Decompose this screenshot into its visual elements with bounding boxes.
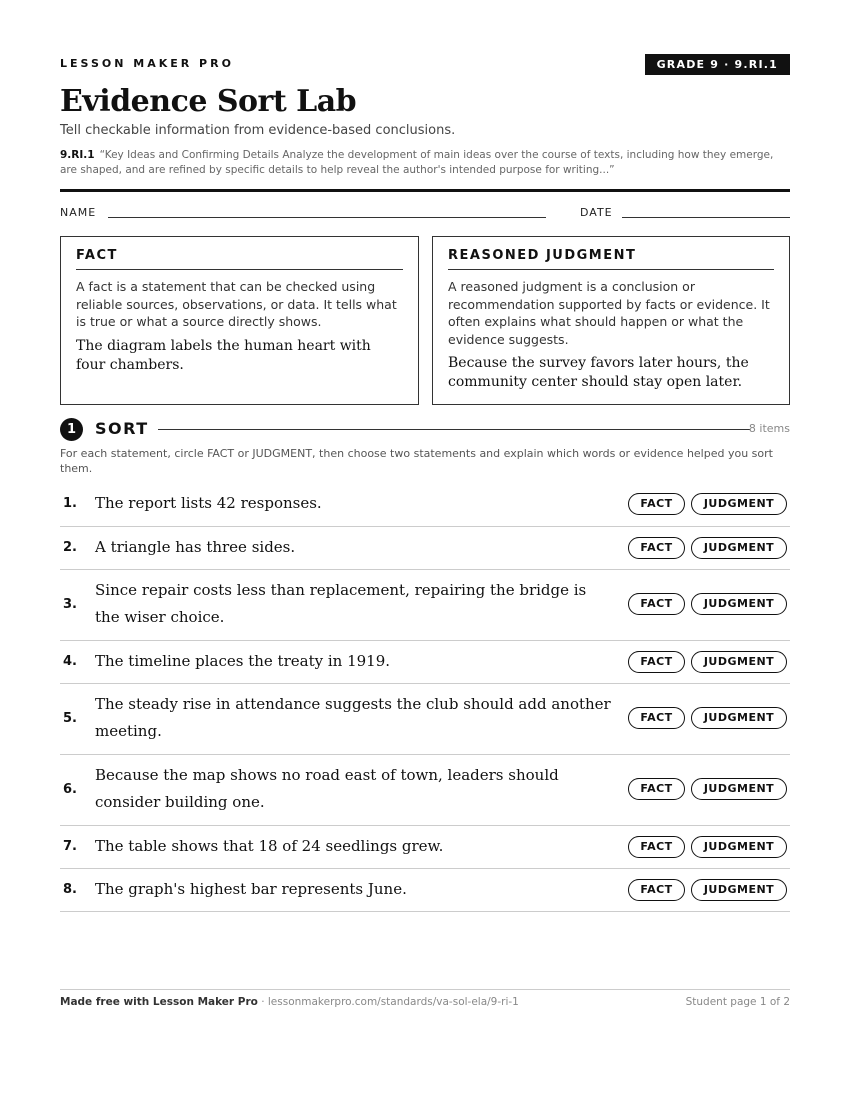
sort-instructions: For each statement, circle FACT or JUDGMENT, then choose two statements and explain which words or evidence helped you sort them. xyxy=(60,447,773,475)
judgment-example: Because the survey favors later hours, the community center should stay open later. xyxy=(448,355,749,390)
judgment-definition-box xyxy=(432,236,790,405)
fact-choice[interactable]: FACT xyxy=(628,593,685,615)
statement-row xyxy=(60,570,790,641)
answer-choices xyxy=(628,879,787,901)
answer-choices xyxy=(628,593,787,615)
fact-choice[interactable]: FACT xyxy=(628,836,685,858)
judgment-choice[interactable]: JUDGMENT xyxy=(691,707,787,729)
judgment-heading: REASONED JUDGMENT xyxy=(448,248,774,270)
section-title: SORT xyxy=(95,419,149,438)
fact-definition-box xyxy=(60,236,419,405)
statement-row xyxy=(60,641,790,684)
statement-text: The timeline places the treaty in 1919. xyxy=(95,652,391,670)
judgment-definition: A reasoned judgment is a conclusion or recommendation supported by facts or evidence. It often explains what should happen or what the evidence suggests. xyxy=(448,279,770,347)
fact-example: The diagram labels the human heart with four chambers. xyxy=(76,337,371,373)
statement-number: 3. xyxy=(63,597,77,612)
footer-url: · lessonmakerpro.com/standards/va-sol-ela/9-ri-1 xyxy=(257,996,519,1008)
footer-divider xyxy=(60,989,790,990)
statement-number: 5. xyxy=(63,711,77,726)
footer-credit xyxy=(60,996,519,1008)
statement-list xyxy=(60,483,790,912)
date-field[interactable] xyxy=(622,217,790,218)
statement-number: 1. xyxy=(63,496,77,511)
statement-row xyxy=(60,826,790,869)
statement-row xyxy=(60,527,790,570)
statement-row xyxy=(60,483,790,527)
statement-text: The steady rise in attendance suggests the club should add another meeting. xyxy=(95,695,611,740)
standard-code: 9.RI.1 xyxy=(60,149,95,161)
statement-row xyxy=(60,869,790,912)
statement-number: 6. xyxy=(63,782,77,797)
judgment-choice[interactable]: JUDGMENT xyxy=(691,879,787,901)
statement-number: 4. xyxy=(63,654,77,669)
section-divider xyxy=(158,429,750,430)
header-divider xyxy=(60,189,790,192)
statement-text: The report lists 42 responses. xyxy=(95,494,322,512)
judgment-choice[interactable]: JUDGMENT xyxy=(691,537,787,559)
statement-number: 2. xyxy=(63,540,77,555)
section-number-badge: 1 xyxy=(60,418,83,441)
fact-choice[interactable]: FACT xyxy=(628,537,685,559)
answer-choices xyxy=(628,493,787,515)
footer-made-with: Made free with Lesson Maker Pro xyxy=(60,996,258,1008)
answer-choices xyxy=(628,778,787,800)
fact-choice[interactable]: FACT xyxy=(628,778,685,800)
answer-choices xyxy=(628,537,787,559)
answer-choices xyxy=(628,707,787,729)
name-date-row xyxy=(60,206,790,226)
statement-text: Because the map shows no road east of town, leaders should consider building one. xyxy=(95,766,559,811)
standard-text: “Key Ideas and Confirming Details Analyze the development of main ideas over the course of texts, including how they emerge, are shaped, and are refined by specific details to help reveal the author's intended purpose for writing...” xyxy=(60,149,774,176)
fact-choice[interactable]: FACT xyxy=(628,651,685,673)
grade-badge: GRADE 9 · 9.RI.1 xyxy=(645,54,790,75)
date-label: DATE xyxy=(580,206,613,219)
fact-choice[interactable]: FACT xyxy=(628,879,685,901)
fact-heading: FACT xyxy=(76,248,403,270)
standard-description xyxy=(60,148,790,178)
statement-row xyxy=(60,684,790,755)
judgment-choice[interactable]: JUDGMENT xyxy=(691,593,787,615)
footer-page-number: Student page 1 of 2 xyxy=(685,996,790,1008)
brand-name: LESSON MAKER PRO xyxy=(60,57,234,70)
statement-text: Since repair costs less than replacement, repairing the bridge is the wiser choice. xyxy=(95,581,587,626)
statement-number: 7. xyxy=(63,839,77,854)
statement-row xyxy=(60,755,790,826)
answer-choices xyxy=(628,651,787,673)
statement-number: 8. xyxy=(63,882,77,897)
page-title: Evidence Sort Lab xyxy=(60,84,357,119)
fact-choice[interactable]: FACT xyxy=(628,707,685,729)
fact-choice[interactable]: FACT xyxy=(628,493,685,515)
name-label: NAME xyxy=(60,206,97,219)
page-subtitle: Tell checkable information from evidence-based conclusions. xyxy=(60,123,456,138)
statement-text: The graph's highest bar represents June. xyxy=(95,880,407,898)
answer-choices xyxy=(628,836,787,858)
item-count: 8 items xyxy=(748,422,790,435)
judgment-choice[interactable]: JUDGMENT xyxy=(691,836,787,858)
statement-text: A triangle has three sides. xyxy=(95,538,296,556)
judgment-choice[interactable]: JUDGMENT xyxy=(691,651,787,673)
judgment-choice[interactable]: JUDGMENT xyxy=(691,493,787,515)
statement-text: The table shows that 18 of 24 seedlings grew. xyxy=(95,837,444,855)
judgment-choice[interactable]: JUDGMENT xyxy=(691,778,787,800)
sort-section-header xyxy=(60,417,790,441)
name-field[interactable] xyxy=(108,217,546,218)
fact-definition: A fact is a statement that can be checked using reliable sources, observations, or data. It tells what is true or what a source directly shows. xyxy=(76,279,397,329)
